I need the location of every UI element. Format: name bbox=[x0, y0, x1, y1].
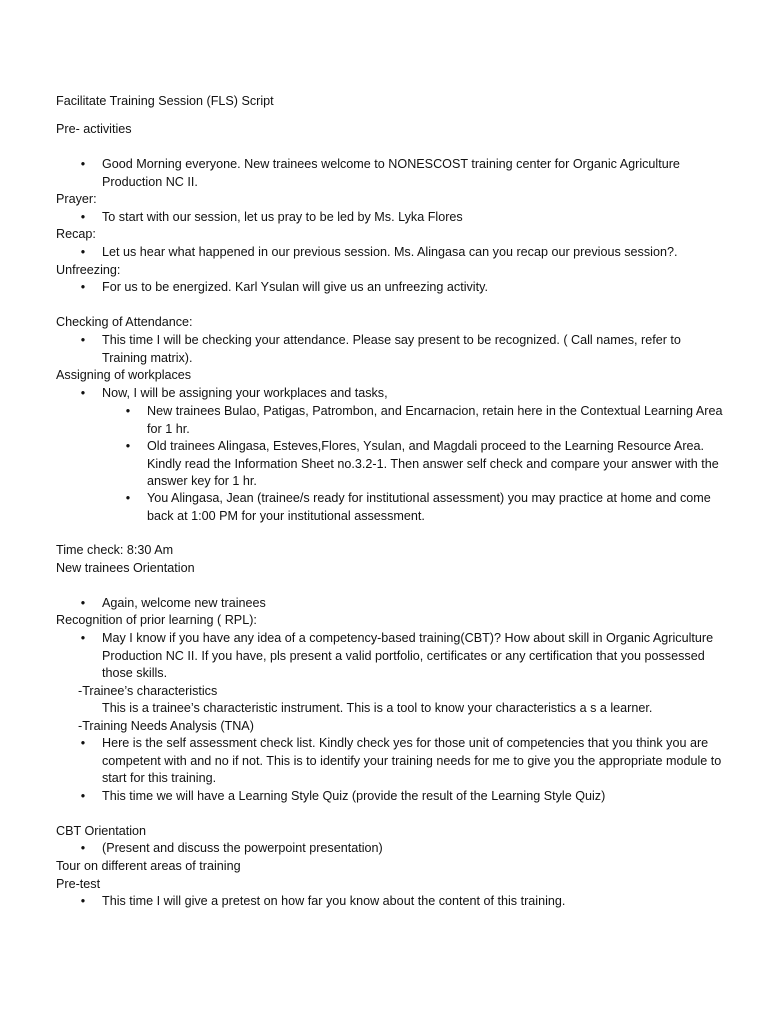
rpl-text: May I know if you have any idea of a competency-based training(CBT)? How about skill in Organic Agriculture Production NC II. If you have, pls present a valid portfolio, certificates or any certification that you possessed those skills. bbox=[102, 631, 714, 681]
bullet-icon: • bbox=[80, 789, 86, 803]
unfreezing-text: For us to be energized. Karl Ysulan will give us an unfreezing activity. bbox=[102, 280, 488, 294]
attendance-text: This time I will be checking your attendance. Please say present to be recognized. ( Call names, refer to Training matrix). bbox=[102, 333, 681, 365]
orientation-heading: New trainees Orientation bbox=[56, 561, 195, 575]
unfreezing-heading: Unfreezing: bbox=[56, 263, 121, 277]
orientation-welcome: Again, welcome new trainees bbox=[102, 596, 266, 610]
bullet-icon: • bbox=[80, 386, 86, 400]
document-title: Facilitate Training Session (FLS) Script bbox=[56, 94, 274, 108]
bullet-icon: • bbox=[80, 157, 86, 171]
bullet-icon: • bbox=[80, 333, 86, 347]
pretest-heading: Pre-test bbox=[56, 877, 101, 891]
tna-item: Here is the self assessment check list. Kindly check yes for those unit of competencies that you think you are competent with and no if not. This is to identify your training needs for me to give you the appropriate module to start for this training. bbox=[102, 736, 722, 786]
recap-heading: Recap: bbox=[56, 227, 96, 241]
time-check: Time check: 8:30 Am bbox=[56, 543, 174, 557]
workplace-item: Old trainees Alingasa, Esteves,Flores, Ysulan, and Magdali proceed to the Learning Resource Area. Kindly read the Information Sheet no.3.2-1. Then answer self check and compare your answer with the answer key for 1 hr. bbox=[147, 439, 719, 489]
bullet-icon: • bbox=[80, 841, 86, 855]
recap-text: Let us hear what happened in our previous session. Ms. Alingasa can you recap our previous session?. bbox=[102, 245, 678, 259]
workplaces-heading: Assigning of workplaces bbox=[56, 368, 192, 382]
bullet-icon: • bbox=[125, 404, 131, 418]
attendance-heading: Checking of Attendance: bbox=[56, 315, 193, 329]
bullet-icon: • bbox=[80, 631, 86, 645]
bullet-icon: • bbox=[80, 210, 86, 224]
cbt-text: (Present and discuss the powerpoint presentation) bbox=[102, 841, 383, 855]
workplaces-intro: Now, I will be assigning your workplaces and tasks, bbox=[102, 386, 388, 400]
pretest-text: This time I will give a pretest on how far you know about the content of this training. bbox=[102, 894, 566, 908]
bullet-icon: • bbox=[80, 894, 86, 908]
tna-item: This time we will have a Learning Style Quiz (provide the result of the Learning Style Quiz) bbox=[102, 789, 606, 803]
prayer-heading: Prayer: bbox=[56, 192, 97, 206]
prayer-text: To start with our session, let us pray to be led by Ms. Lyka Flores bbox=[102, 210, 463, 224]
pre-activities-heading: Pre- activities bbox=[56, 122, 132, 136]
tna-heading: -Training Needs Analysis (TNA) bbox=[78, 719, 254, 733]
workplace-item: New trainees Bulao, Patigas, Patrombon, and Encarnacion, retain here in the Contextual Learning Area for 1 hr. bbox=[147, 404, 723, 436]
characteristics-text: This is a trainee’s characteristic instrument. This is a tool to know your characteristics a s a learner. bbox=[102, 701, 653, 715]
rpl-heading: Recognition of prior learning ( RPL): bbox=[56, 613, 257, 627]
tour-heading: Tour on different areas of training bbox=[56, 859, 241, 873]
bullet-icon: • bbox=[80, 596, 86, 610]
bullet-icon: • bbox=[80, 245, 86, 259]
bullet-icon: • bbox=[80, 280, 86, 294]
cbt-heading: CBT Orientation bbox=[56, 824, 147, 838]
characteristics-heading: -Trainee’s characteristics bbox=[78, 684, 218, 698]
greeting-text: Good Morning everyone. New trainees welcome to NONESCOST training center for Organic Agriculture Production NC II. bbox=[102, 157, 680, 189]
bullet-icon: • bbox=[80, 736, 86, 750]
workplace-item: You Alingasa, Jean (trainee/s ready for institutional assessment) you may practice at home and come back at 1:00 PM for your institutional assessment. bbox=[147, 491, 711, 523]
bullet-icon: • bbox=[125, 439, 131, 453]
bullet-icon: • bbox=[125, 491, 131, 505]
